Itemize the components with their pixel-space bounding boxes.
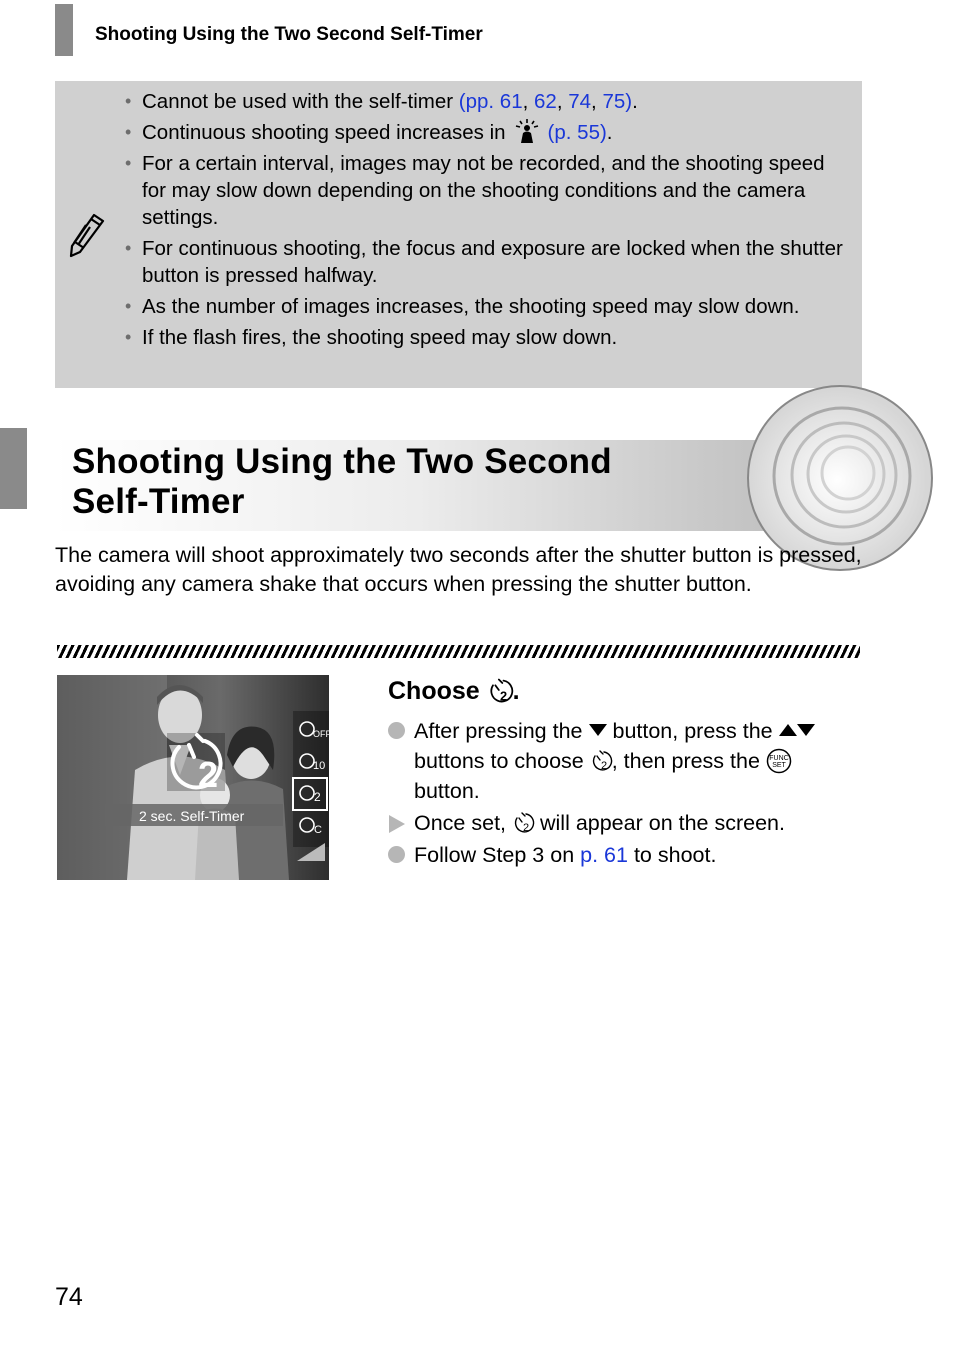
svg-text:FUNC: FUNC xyxy=(769,755,789,762)
page-link[interactable]: (pp. 61 xyxy=(458,90,523,113)
down-arrow-icon xyxy=(589,724,607,736)
note-item: • For continuous shooting, the focus and exposure are locked when the shutter button is pressed halfway. xyxy=(125,235,850,289)
page-link[interactable]: 62 xyxy=(534,90,557,113)
circle-bullet-icon xyxy=(388,846,405,863)
svg-text:SET: SET xyxy=(772,762,786,769)
note-item: • Continuous shooting speed increases in (p. 55). xyxy=(125,119,850,146)
chapter-tab xyxy=(0,428,27,509)
step-bullet: After pressing the button, press the buttons to choose 2 , then press the FUNC SET button. xyxy=(388,716,863,806)
screen-label: 2 sec. Self-Timer xyxy=(139,808,245,824)
svg-text:10: 10 xyxy=(313,760,326,772)
svg-text:C: C xyxy=(314,824,322,836)
pencil-icon xyxy=(66,212,106,258)
burst-icon xyxy=(512,119,542,143)
page-link[interactable]: 75) xyxy=(602,90,633,113)
photo-scene xyxy=(57,675,329,880)
svg-text:OFF: OFF xyxy=(313,729,331,739)
step-bullet: Follow Step 3 on p. 61 to shoot. xyxy=(388,840,863,870)
step-bullet: Once set, 2 will appear on the screen. xyxy=(388,808,863,838)
result-arrow-icon xyxy=(389,815,405,833)
self-timer-2s-icon xyxy=(487,676,513,704)
section-title: Shooting Using the Two Second Self-Timer xyxy=(72,442,612,521)
note-item: • Cannot be used with the self-timer (pp. 61, 62, 74, 75). xyxy=(125,88,850,115)
page-number: 74 xyxy=(55,1283,83,1311)
note-item: • If the flash fires, the shooting speed may slow down. xyxy=(125,324,850,351)
header-bar xyxy=(55,4,73,56)
up-arrow-icon xyxy=(779,724,797,736)
page-link[interactable]: 74 xyxy=(568,90,592,113)
intro-paragraph: The camera will shoot approximately two seconds after the shutter button is pressed, avoiding any camera shake that occurs when pressing the shutter button. xyxy=(55,543,862,596)
decorative-rings xyxy=(742,440,862,531)
self-timer-2s-icon xyxy=(512,810,534,834)
note-item: • For a certain interval, images may not be recorded, and the shooting speed for may slow down depending on the shooting conditions and the camera settings. xyxy=(125,150,850,231)
circle-bullet-icon xyxy=(388,722,405,739)
page-link[interactable]: (p. 55) xyxy=(547,121,607,144)
running-header: Shooting Using the Two Second Self-Timer xyxy=(95,24,483,45)
down-arrow-icon xyxy=(797,724,815,736)
self-timer-2s-icon xyxy=(590,748,612,772)
camera-screen-photo xyxy=(57,675,329,880)
svg-text:2: 2 xyxy=(198,754,219,795)
page-link[interactable]: p. 61 xyxy=(580,843,628,867)
func-set-icon xyxy=(766,748,792,774)
svg-text:2: 2 xyxy=(314,790,321,804)
svg-text:2: 2 xyxy=(523,822,530,834)
step-heading: Choose 2 . xyxy=(388,677,520,705)
hatched-divider xyxy=(57,645,860,658)
note-list xyxy=(125,88,850,355)
svg-text:2: 2 xyxy=(499,688,507,704)
svg-text:2: 2 xyxy=(600,760,607,772)
step-instructions xyxy=(388,716,863,872)
note-item: • As the number of images increases, the shooting speed may slow down. xyxy=(125,293,850,320)
